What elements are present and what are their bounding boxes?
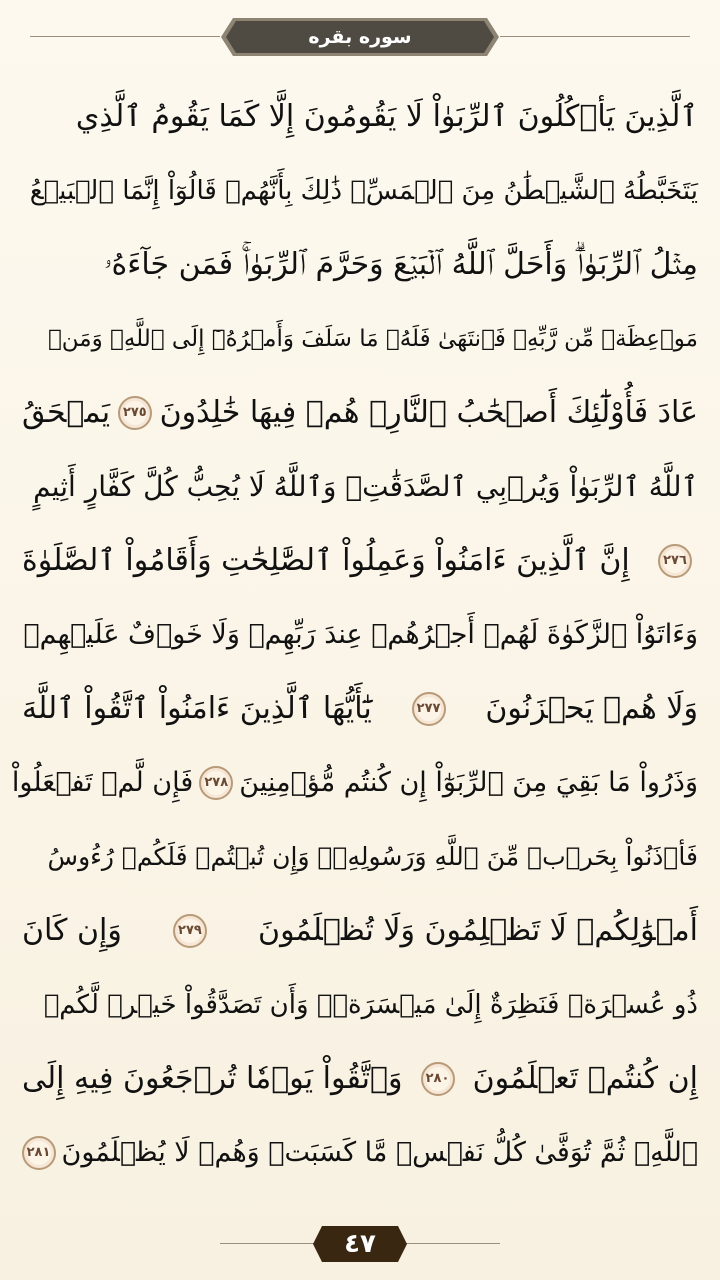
- text-line: [22, 154, 698, 228]
- verse-text: أَمۡوَٰلِكُمۡ لَا تَظۡلِمُونَ وَلَا تُظۡلَمُونَ: [258, 913, 698, 948]
- text-line-content: [11, 746, 698, 820]
- verse-text: يَٰٓأَيُّهَا ٱلَّذِينَ ءَامَنُواْ ٱتَّقُواْ ٱللَّهَ: [22, 691, 372, 726]
- verse-text: إِن كُنتُمۡ تَعۡلَمُونَ: [472, 1061, 698, 1096]
- text-line: [22, 672, 698, 746]
- verse-text: ذُو عُسۡرَةٖ فَنَظِرَةٌ إِلَىٰ مَيۡسَرَةٖۚ وَأَن تَصَدَّقُواْ خَيۡرٞ لَّكُمۡ: [43, 990, 698, 1020]
- surah-title: سوره بقره: [308, 26, 412, 48]
- text-line: [22, 376, 698, 450]
- text-line: [22, 302, 698, 376]
- text-line: [22, 450, 698, 524]
- verse-text: ٱللَّهُ ٱلرِّبَوٰاْ وَيُرۡبِي ٱلصَّدَقَٰتِۗ وَٱللَّهُ لَا يُحِبُّ كُلَّ كَفَّارٍ أَثِيمٍ: [33, 470, 698, 503]
- text-line: [22, 228, 698, 302]
- text-line-content: [22, 894, 698, 968]
- ayah-number-marker: ٢٧٩: [173, 914, 207, 948]
- ayah-number-marker: ٢٨١: [22, 1136, 56, 1170]
- quran-text-body: [11, 80, 698, 1190]
- verse-text: يَمۡحَقُ: [22, 395, 111, 430]
- page-number: ٤٧: [344, 1229, 376, 1259]
- footer-divider-left: [220, 1243, 320, 1244]
- surah-header-banner: [219, 14, 501, 60]
- ayah-number-marker: ٢٧٨: [199, 766, 233, 800]
- verse-text: مِثۡلُ ٱلرِّبَوٰاْۗ وَأَحَلَّ ٱللَّهُ ٱلۡبَيۡعَ وَحَرَّمَ ٱلرِّبَوٰاْۚ فَمَن جَآءَهُۥ: [104, 247, 698, 282]
- text-line: [22, 1042, 698, 1116]
- text-line-content: [22, 968, 698, 1042]
- text-line-content: [22, 302, 698, 376]
- header-divider-left: [30, 36, 220, 37]
- text-line-content: [22, 450, 698, 524]
- text-line: [22, 598, 698, 672]
- text-line-content: [22, 524, 698, 598]
- text-line-content: [22, 154, 698, 228]
- verse-text: وَءَاتَوُاْ ٱلزَّكَوٰةَ لَهُمۡ أَجۡرُهُمۡ عِندَ رَبِّهِمۡ وَلَا خَوۡفٌ عَلَيۡهِمۡ: [23, 619, 698, 650]
- text-line-content: [22, 376, 698, 450]
- header-divider-right: [500, 36, 690, 37]
- text-line-content: [22, 1116, 698, 1190]
- verse-text: إِنَّ ٱلَّذِينَ ءَامَنُواْ وَعَمِلُواْ ٱلصَّٰلِحَٰتِ وَأَقَامُواْ ٱلصَّلَوٰةَ: [22, 543, 630, 578]
- verse-text: ٱلَّذِينَ يَأۡكُلُونَ ٱلرِّبَوٰاْ لَا يَقُومُونَ إِلَّا كَمَا يَقُومُ ٱلَّذِي: [75, 99, 698, 134]
- ayah-number-marker: ٢٧٧: [412, 692, 446, 726]
- text-line: [22, 820, 698, 894]
- verse-text: يَتَخَبَّطُهُ ٱلشَّيۡطَٰنُ مِنَ ٱلۡمَسِّۚ ذَٰلِكَ بِأَنَّهُمۡ قَالُوٓاْ إِنَّمَا ٱلۡبَيۡعُ: [29, 176, 698, 206]
- verse-text: وَلَا هُمۡ يَحۡزَنُونَ: [485, 691, 698, 726]
- text-line-content: [22, 820, 698, 894]
- text-line-content: [22, 228, 698, 302]
- verse-text: وَٱتَّقُواْ يَوۡمٗا تُرۡجَعُونَ فِيهِ إِلَى: [22, 1061, 403, 1096]
- verse-text: فَأۡذَنُواْ بِحَرۡبٖ مِّنَ ٱللَّهِ وَرَسُولِهِۦۖ وَإِن تُبۡتُمۡ فَلَكُمۡ رُءُوسُ: [47, 842, 698, 871]
- text-line: [22, 968, 698, 1042]
- text-line: [22, 894, 698, 968]
- text-line: [22, 1116, 698, 1190]
- text-line-content: [22, 672, 698, 746]
- verse-text: ٱللَّهِۖ ثُمَّ تُوَفَّىٰ كُلُّ نَفۡسٖ مَّا كَسَبَتۡ وَهُمۡ لَا يُظۡلَمُونَ: [61, 1137, 698, 1168]
- verse-text: فَإِن لَّمۡ تَفۡعَلُواْ: [11, 767, 194, 798]
- text-line: [22, 80, 698, 154]
- text-line: [22, 524, 698, 598]
- ayah-number-marker: ٢٧٦: [658, 544, 692, 578]
- text-line-content: [22, 598, 698, 672]
- verse-text: عَادَ فَأُوْلَٰٓئِكَ أَصۡحَٰبُ ٱلنَّارِۖ هُمۡ فِيهَا خَٰلِدُونَ: [159, 395, 698, 430]
- ayah-number-marker: ٢٨٠: [421, 1062, 455, 1096]
- verse-text: وَإِن كَانَ: [22, 913, 122, 948]
- text-line: [11, 746, 698, 820]
- verse-text: مَوۡعِظَةٞ مِّن رَّبِّهِۦ فَٱنتَهَىٰ فَلَهُۥ مَا سَلَفَ وَأَمۡرُهُۥٓ إِلَى ٱللَّهِۖ وَمَنۡ: [47, 326, 698, 352]
- text-line-content: [22, 80, 698, 154]
- footer-divider-right: [400, 1243, 500, 1244]
- verse-text: وَذَرُواْ مَا بَقِيَ مِنَ ٱلرِّبَوٰٓاْ إِن كُنتُم مُّؤۡمِنِينَ: [239, 767, 698, 798]
- ayah-number-marker: ٢٧٥: [118, 396, 152, 430]
- page-number-badge: [312, 1222, 408, 1266]
- text-line-content: [22, 1042, 698, 1116]
